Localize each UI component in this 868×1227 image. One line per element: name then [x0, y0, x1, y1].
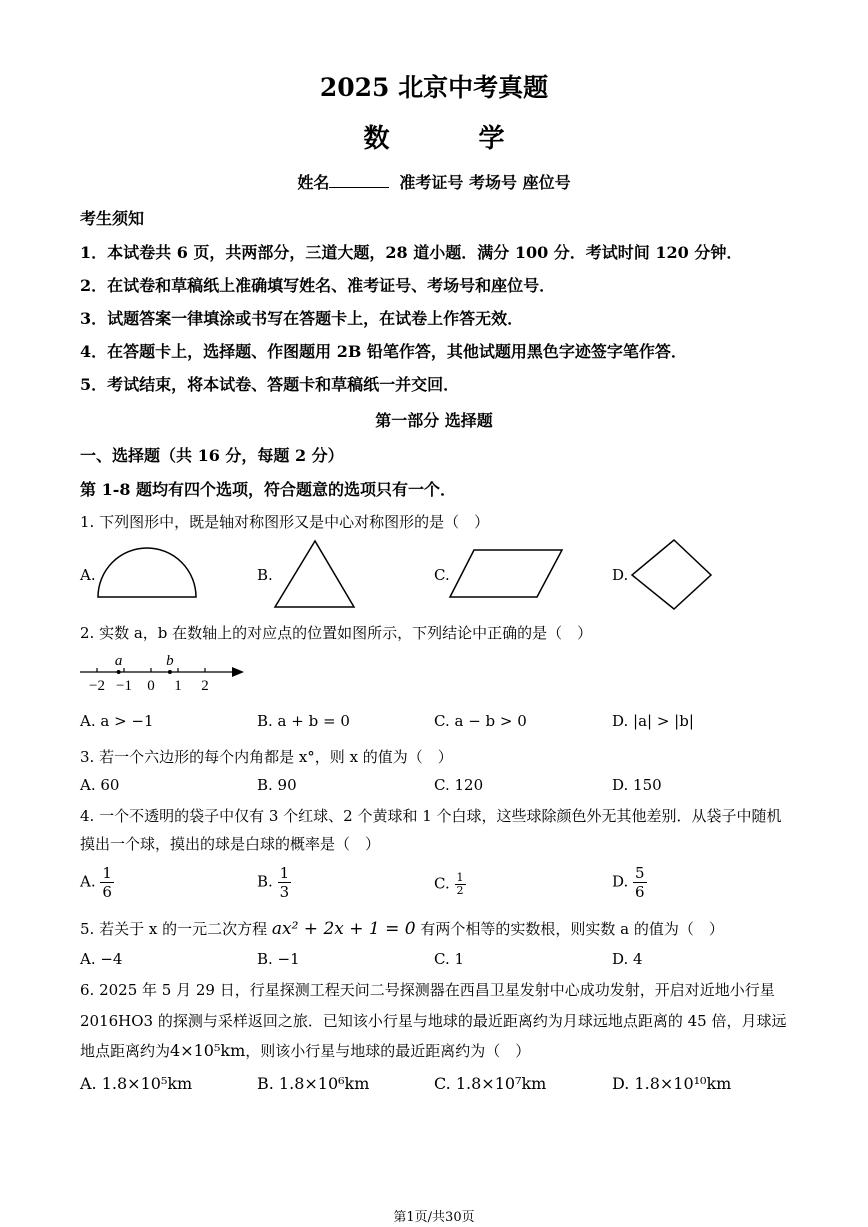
notice-item: 2．在试卷和草稿纸上准确填写姓名、准考证号、考场号和座位号． — [80, 276, 556, 295]
q4-option-a: A. $\frac{1}{6}$ — [80, 864, 112, 901]
subject-title: 数 学 — [363, 124, 545, 154]
number-line — [76, 648, 256, 696]
parallelogram-shape — [450, 550, 562, 597]
q5-option-b: B. −1 — [257, 950, 300, 968]
q3-option-b: B. 90 — [257, 776, 297, 794]
q6-line2: 2016HO3 的探测与采样返回之旅．已知该小行星与地球的最近距离约为月球远地点距离的 45 倍，月球远 — [80, 1012, 787, 1030]
q3-option-a: A. 60 — [80, 776, 120, 794]
notice-item: 4．在答题卡上，选择题、作图题用 2B 铅笔作答，其他试题用黑色字迹签字笔作答． — [80, 342, 687, 361]
q1-label-d: D. — [612, 566, 629, 584]
q5-option-c: C. 1 — [434, 950, 465, 968]
point-b — [168, 670, 172, 674]
point-label-a: a — [114, 653, 123, 669]
candidate-info — [0, 170, 868, 193]
notice-item: 3．试题答案一律填涂或书写在答题卡上，在试卷上作答无效． — [80, 309, 524, 328]
q1-stem: 1. 下列图形中，既是轴对称图形又是中心对称图形的是（ ） — [80, 513, 490, 531]
q2-option-a: A. a > −1 — [80, 712, 154, 730]
section-heading: 一、选择题（共 16 分，每题 2 分） — [80, 446, 344, 465]
exam-title: 2025 北京中考真题 — [319, 73, 549, 102]
axis-tick-label: 2 — [201, 678, 209, 694]
q2-option-b: B. a + b = 0 — [257, 712, 350, 730]
q4-option-c: C. $\frac{1}{2}$ — [434, 871, 464, 897]
notice-item: 5．考试结束，将本试卷、答题卡和草稿纸一并交回． — [80, 375, 460, 394]
q4-stem-line1: 4. 一个不透明的袋子中仅有 3 个红球、2 个黄球和 1 个白球，这些球除颜色外无其他差别．从袋子中随机 — [80, 807, 782, 825]
axis-tick-label: 1 — [174, 678, 182, 694]
q6-line1: 6. 2025 年 5 月 29 日，行星探测工程天问二号探测器在西昌卫星发射中心成功发射，开启对近地小行星 — [80, 981, 775, 999]
axis-tick-label: −2 — [89, 678, 105, 694]
point-label-b: b — [166, 653, 174, 669]
q2-stem: 2. 实数 a，b 在数轴上的对应点的位置如图所示，下列结论中正确的是（ ） — [80, 624, 593, 642]
q1-shapes — [90, 535, 730, 615]
axis-tick-label: −1 — [116, 678, 132, 694]
q1-label-c: C. — [434, 566, 450, 584]
q5-equation: ax² + 2x + 1 = 0 — [271, 919, 416, 939]
q5-option-d: D. 4 — [612, 950, 643, 968]
semicircle-shape — [98, 548, 196, 597]
part1-heading: 第一部分 选择题 — [375, 411, 493, 430]
q6-line3: 地点距离约为4×10⁵km，则该小行星与地球的最近距离约为（ ） — [80, 1041, 531, 1060]
q6-option-a: A. 1.8×10⁵km — [80, 1074, 193, 1093]
q6-option-b: B. 1.8×10⁶km — [257, 1074, 370, 1093]
q4-stem-line2: 摸出一个球，摸出的球是白球的概率是（ ） — [80, 835, 381, 853]
notice-item: 1．本试卷共 6 页，共两部分，三道大题，28 道小题．满分 100 分．考试时间 120 分钟． — [80, 243, 743, 262]
q3-option-c: C. 120 — [434, 776, 484, 794]
q1-label-a: A. — [80, 566, 96, 584]
rhombus-shape — [632, 540, 711, 609]
q5-stem: 5. 若关于 x 的一元二次方程 ax² + 2x + 1 = 0 有两个相等的实数根，则实数 a 的值为（ ） — [80, 919, 724, 939]
triangle-shape — [275, 541, 354, 607]
q2-option-d: D. |a| > |b| — [612, 712, 694, 730]
q6-option-d: D. 1.8×10¹⁰km — [612, 1074, 732, 1093]
section-instruction: 第 1-8 题均有四个选项，符合题意的选项只有一个． — [80, 480, 457, 499]
q4-option-d: D. $\frac{5}{6}$ — [612, 864, 645, 901]
point-a — [117, 670, 121, 674]
q2-option-c: C. a − b > 0 — [434, 712, 527, 730]
info-rest: 准考证号 考场号 座位号 — [399, 173, 571, 192]
q4-option-b: B. $\frac{1}{3}$ — [257, 864, 290, 901]
q3-stem: 3. 若一个六边形的每个内角都是 x°，则 x 的值为（ ） — [80, 748, 453, 766]
q6-option-c: C. 1.8×10⁷km — [434, 1074, 547, 1093]
q1-label-b: B. — [257, 566, 273, 584]
axis-tick-label: 0 — [147, 678, 155, 694]
name-label: 姓名 — [297, 173, 330, 192]
q5-option-a: A. −4 — [80, 950, 123, 968]
page-footer: 第1页/共30页 — [393, 1210, 475, 1225]
notice-heading: 考生须知 — [80, 209, 145, 228]
name-blank — [329, 173, 389, 188]
q3-option-d: D. 150 — [612, 776, 662, 794]
